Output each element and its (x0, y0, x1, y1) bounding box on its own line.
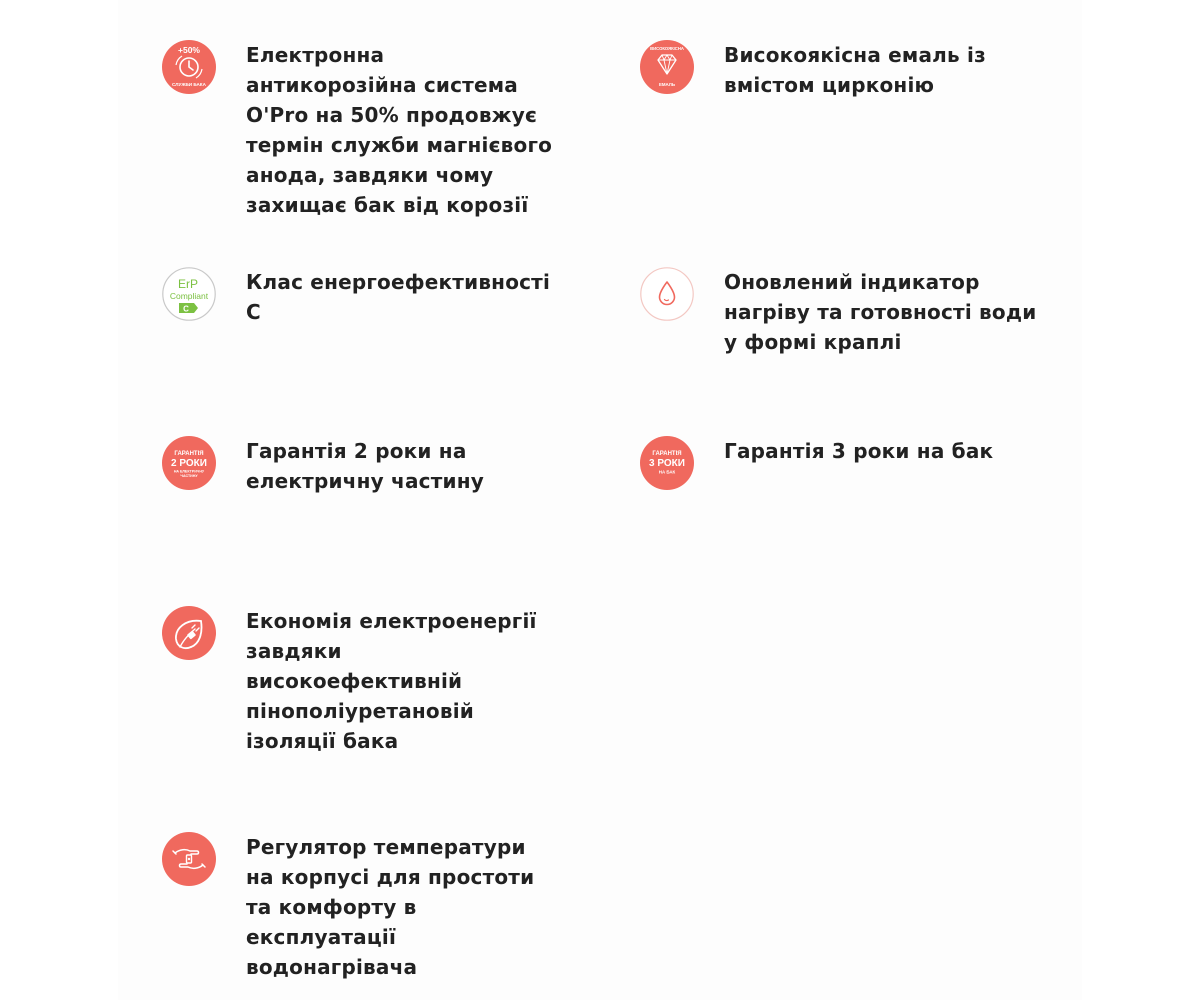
icon-label: C (183, 304, 189, 314)
feature-text: Гарантія 3 роки на бак (724, 439, 994, 463)
feature-text: Гарантія 2 роки на електричну частину (246, 439, 484, 493)
erp-compliant-icon (162, 267, 216, 321)
icon-label: Compliant (169, 291, 209, 301)
feature-text: Високоякісна емаль із вмістом цирконію (724, 43, 986, 97)
icon-label: 2 РОКИ (171, 458, 207, 469)
diamond-icon (640, 40, 694, 94)
icon-label: 3 РОКИ (649, 458, 685, 469)
feature-text: Електронна антикорозійна система O'Pro на 50% продовжує термін служби магнієвого анода, завдяки чому захищає бак від корозії (246, 43, 553, 217)
feature-text: Оновлений індикатор нагріву та готовності води у формі краплі (724, 270, 1037, 354)
feature-text: Регулятор температури на корпусі для простоти та комфорту в експлуатації водонагрівача (246, 835, 535, 979)
icon-label: +50% (178, 45, 200, 55)
icon-label: ErP (177, 277, 199, 291)
anticorrosion-icon (162, 40, 216, 94)
energy-saving-icon (162, 606, 216, 660)
feature-text: Клас енергоефективності С (246, 270, 551, 324)
icon-label: НА БАК (658, 469, 676, 475)
temperature-regulator-icon (162, 832, 216, 886)
icon-label: НА ЕЛЕКТРИЧНУ (173, 469, 205, 474)
icon-label: ГАРАНТІЯ (174, 451, 204, 457)
feature-text: Економія електроенергії завдяки високоефективній пінополіуретановій ізоляції бака (246, 609, 537, 753)
icon-label: ЧАСТИНУ (180, 474, 198, 478)
icon-label: ЕМАЛЬ (658, 82, 676, 87)
warranty-2-years-icon (162, 436, 216, 490)
warranty-3-years-icon (640, 436, 694, 490)
icon-label: ГАРАНТІЯ (652, 451, 682, 457)
icon-label: СЛУЖБИ БАКА (172, 82, 206, 87)
icon-label: ВИСОКОЯКІСНА (650, 46, 684, 51)
water-drop-icon (640, 267, 694, 321)
